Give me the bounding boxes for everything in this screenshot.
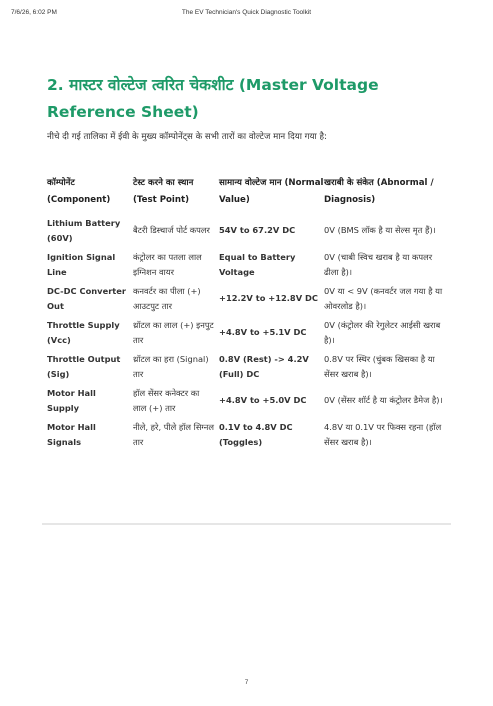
cell-diagnosis: 0V (BMS लॉक है या सेल्स मृत हैं)। [324, 225, 436, 236]
cell-component: DC-DC Converter Out [47, 286, 126, 311]
page-number: 7 [244, 679, 249, 686]
cell-diagnosis: 0V (सेंसर शॉर्ट है या कंट्रोलर डैमेज है)। [324, 395, 443, 406]
table-row [47, 315, 449, 349]
cell-normal-value: 0.8V (Rest) -> 4.2V (Full) DC [219, 354, 309, 379]
cell-component: Ignition Signal Line [47, 252, 116, 277]
header-component: कॉम्पोनेंट (Component) [47, 178, 111, 205]
print-date: 7/6/26, 6:02 PM [11, 9, 57, 16]
header-normal-value: सामान्य वोल्टेज मान (Normal Value) [219, 178, 324, 205]
cell-component: Throttle Output (Sig) [47, 354, 121, 379]
section-divider [42, 523, 451, 525]
cell-diagnosis: 0.8V पर स्थिर (चुंबक खिसका है या सेंसर खराब है)। [324, 354, 435, 379]
section-title: 2. मास्टर वोल्टेज त्वरित चेकशीट (Master Voltage Reference Sheet) [47, 76, 379, 121]
cell-normal-value: 54V to 67.2V DC [219, 225, 296, 236]
cell-normal-value: Equal to Battery Voltage [219, 252, 296, 277]
table-row [47, 247, 449, 281]
cell-test-point: हॉल सेंसर कनेक्टर का लाल (+) तार [133, 388, 200, 413]
cell-test-point: नीले, हरे, पीले हॉल सिग्नल तार [133, 422, 214, 447]
print-doc-title: The EV Technician's Quick Diagnostic Toolkit [181, 9, 312, 16]
cell-normal-value: +12.2V to +12.8V DC [219, 293, 318, 304]
cell-test-point: कंट्रोलर का पतला लाल इग्निशन वायर [133, 252, 202, 277]
cell-normal-value: 0.1V to 4.8V DC (Toggles) [219, 422, 293, 447]
cell-diagnosis: 0V (कंट्रोलर की रेगुलेटर आईसी खराब है)। [324, 320, 441, 345]
voltage-reference-table [47, 175, 449, 451]
table-header-row [47, 175, 449, 213]
header-diagnosis: खराबी के संकेत (Abnormal / Diagnosis) [324, 178, 434, 205]
cell-normal-value: +4.8V to +5.0V DC [219, 395, 307, 406]
cell-component: Lithium Battery (60V) [47, 218, 121, 243]
table-row [47, 281, 449, 315]
cell-normal-value: +4.8V to +5.1V DC [219, 327, 307, 338]
document-content [47, 72, 449, 451]
cell-test-point: बैटरी डिस्चार्ज पोर्ट कपलर [133, 225, 210, 236]
cell-diagnosis: 0V (चाबी स्विच खराब है या कपलर ढीला है)। [324, 252, 433, 277]
cell-diagnosis: 4.8V या 0.1V पर फिक्स रहना (हॉल सेंसर खराब है)। [324, 422, 442, 447]
table-row [47, 349, 449, 383]
cell-test-point: थ्रॉटल का लाल (+) इनपुट तार [133, 320, 214, 345]
cell-component: Throttle Supply (Vcc) [47, 320, 120, 345]
cell-test-point: कनवर्टर का पीला (+) आउटपुट तार [133, 286, 201, 311]
section-intro: नीचे दी गई तालिका में ईवी के मुख्य कॉम्पोनेंट्स के सभी तारों का वोल्टेज मान दिया गया है: [47, 132, 327, 142]
table-row [47, 417, 449, 451]
table-row [47, 213, 449, 247]
table-row [47, 383, 449, 417]
cell-test-point: थ्रॉटल का हरा (Signal) तार [133, 354, 209, 379]
cell-component: Motor Hall Signals [47, 422, 96, 447]
cell-component: Motor Hall Supply [47, 388, 96, 413]
cell-diagnosis: 0V या < 9V (कनवर्टर जल गया है या ओवरलोड है)। [324, 286, 443, 311]
header-test-point: टेस्ट करने का स्थान (Test Point) [133, 178, 194, 205]
